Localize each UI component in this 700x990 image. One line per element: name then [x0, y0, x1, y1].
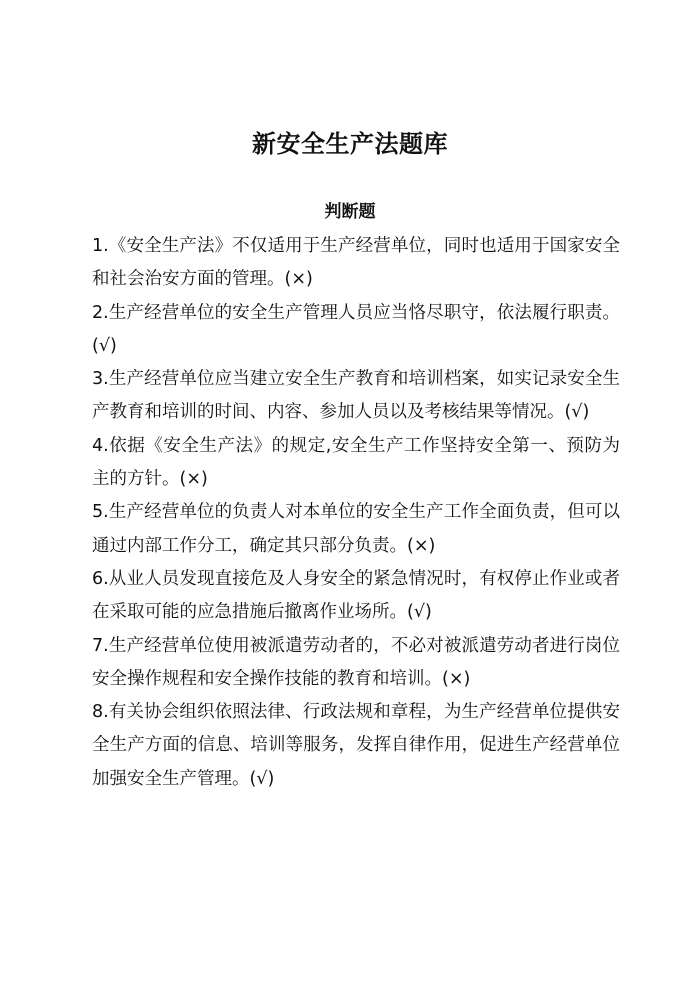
question-list [92, 230, 620, 796]
question-item-8: 8.有关协会组织依照法律、行政法规和章程，为生产经营单位提供安全生产方面的信息、培训等服务，发挥自律作用，促进生产经营单位加强安全生产管理。(√) [92, 702, 620, 789]
question-item-6: 6.从业人员发现直接危及人身安全的紧急情况时，有权停止作业或者在采取可能的应急措施后撤离作业场所。(√) [92, 568, 620, 623]
question-item-2: 2.生产经营单位的安全生产管理人员应当恪尽职守，依法履行职责。(√) [92, 302, 620, 356]
question-item-3: 3.生产经营单位应当建立安全生产教育和培训档案，如实记录安全生产教育和培训的时间、内容、参加人员以及考核结果等情况。(√) [92, 369, 620, 423]
question-item-1: 1.《安全生产法》不仅适用于生产经营单位，同时也适用于国家安全和社会治安方面的管理。(×) [92, 236, 620, 290]
document-title: 新安全生产法题库 [252, 130, 448, 158]
question-item-4: 4.依据《安全生产法》的规定,安全生产工作坚持安全第一、预防为主的方针。(×) [92, 435, 620, 490]
question-item-7: 7.生产经营单位使用被派遣劳动者的，不必对被派遣劳动者进行岗位安全操作规程和安全操作技能的教育和培训。(×) [92, 635, 620, 689]
question-item-5: 5.生产经营单位的负责人对本单位的安全生产工作全面负责，但可以通过内部工作分工，确定其只部分负责。(×) [92, 502, 620, 556]
section-heading: 判断题 [324, 202, 376, 222]
